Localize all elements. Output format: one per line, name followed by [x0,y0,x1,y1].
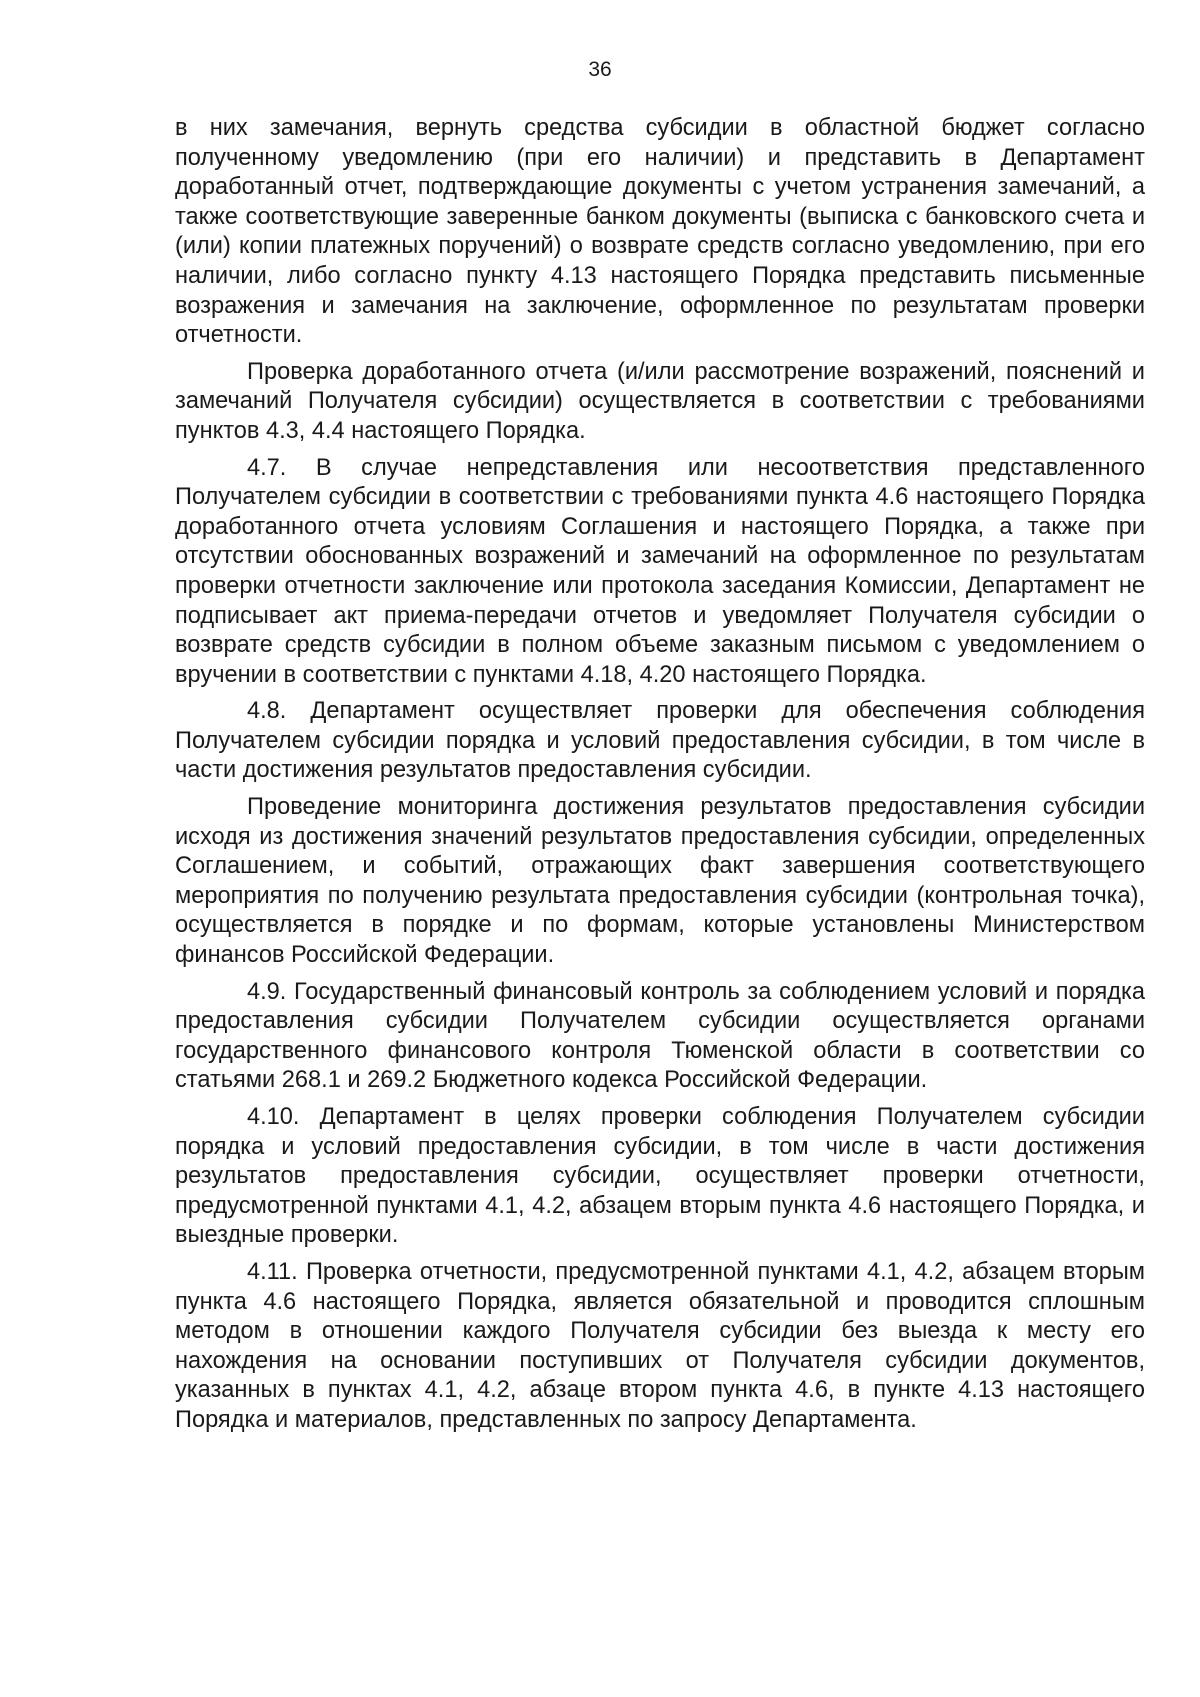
paragraph-4-9: 4.9. Государственный финансовый контроль за соблюдением условий и порядка предоставления субсидии Получателем субсидии осуществляется органами государственного финансового контроля Тюменской области в соответствии со статьями 268.1 и 269.2 Бюджетного кодекса Российской Федерации. [175,978,1145,1094]
paragraph-continuation: в них замечания, вернуть средства субсидии в областной бюджет согласно полученному уведомлению (при его наличии) и представить в Департамент доработанный отчет, подтверждающие документы с учетом устранения замечаний, а также соответствующие заверенные банком документы (выписка с банковского счета и (или) копии платежных поручений) о возврате средств согласно уведомлению, при его наличии, либо согласно пункту 4.13 настоящего Порядка представить письменные возражения и замечания на заключение, оформленное по результатам проверки отчетности. [175,115,1145,349]
document-body [175,114,1145,1443]
paragraph-4-11: 4.11. Проверка отчетности, предусмотренной пунктами 4.1, 4.2, абзацем вторым пункта 4.6 настоящего Порядка, является обязательной и проводится сплошным методом в отношении каждого Получателя субсидии без выезда к месту его нахождения на основании поступивших от Получателя субсидии документов, указанных в пунктах 4.1, 4.2, абзаце втором пункта 4.6, в пункте 4.13 настоящего Порядка и материалов, представленных по запросу Департамента. [175,1258,1145,1433]
paragraph-4-8: 4.8. Департамент осуществляет проверки для обеспечения соблюдения Получателем субсидии порядка и условий предоставления субсидии, в том числе в части достижения результатов предоставления субсидии. [175,698,1145,784]
paragraph-4-10: 4.10. Департамент в целях проверки соблюдения Получателем субсидии порядка и условий предоставления субсидии, в том числе в части достижения результатов предоставления субсидии, осуществляет проверки отчетности, предусмотренной пунктами 4.1, 4.2, абзацем вторым пункта 4.6 настоящего Порядка, и выездные проверки. [175,1104,1145,1249]
page-number: 36 [588,58,612,81]
paragraph-report-review: Проверка доработанного отчета (и/или рассмотрение возражений, пояснений и замечаний Получателя субсидии) осуществляется в соответствии с требованиями пунктов 4.3, 4.4 настоящего Порядка. [175,358,1145,444]
paragraph-monitoring: Проведение мониторинга достижения результатов предоставления субсидии исходя из достижения значений результатов предоставления субсидии, определенных Соглашением, и событий, отражающих факт завершения соответствующего мероприятия по получению результата предоставления субсидии (контрольная точка), осуществляется в порядке и по формам, которые установлены Министерством финансов Российской Федерации. [175,794,1145,969]
paragraph-4-7: 4.7. В случае непредставления или несоответствия представленного Получателем субсидии в соответствии с требованиями пункта 4.6 настоящего Порядка доработанного отчета условиям Соглашения и настоящего Порядка, а также при отсутствии обоснованных возражений и замечаний на оформленное по результатам проверки отчетности заключение или протокола заседания Комиссии, Департамент не подписывает акт приема-передачи отчетов и уведомляет Получателя субсидии о возврате средств субсидии в полном объеме заказным письмом с уведомлением о вручении в соответствии с пунктами 4.18, 4.20 настоящего Порядка. [175,454,1145,688]
